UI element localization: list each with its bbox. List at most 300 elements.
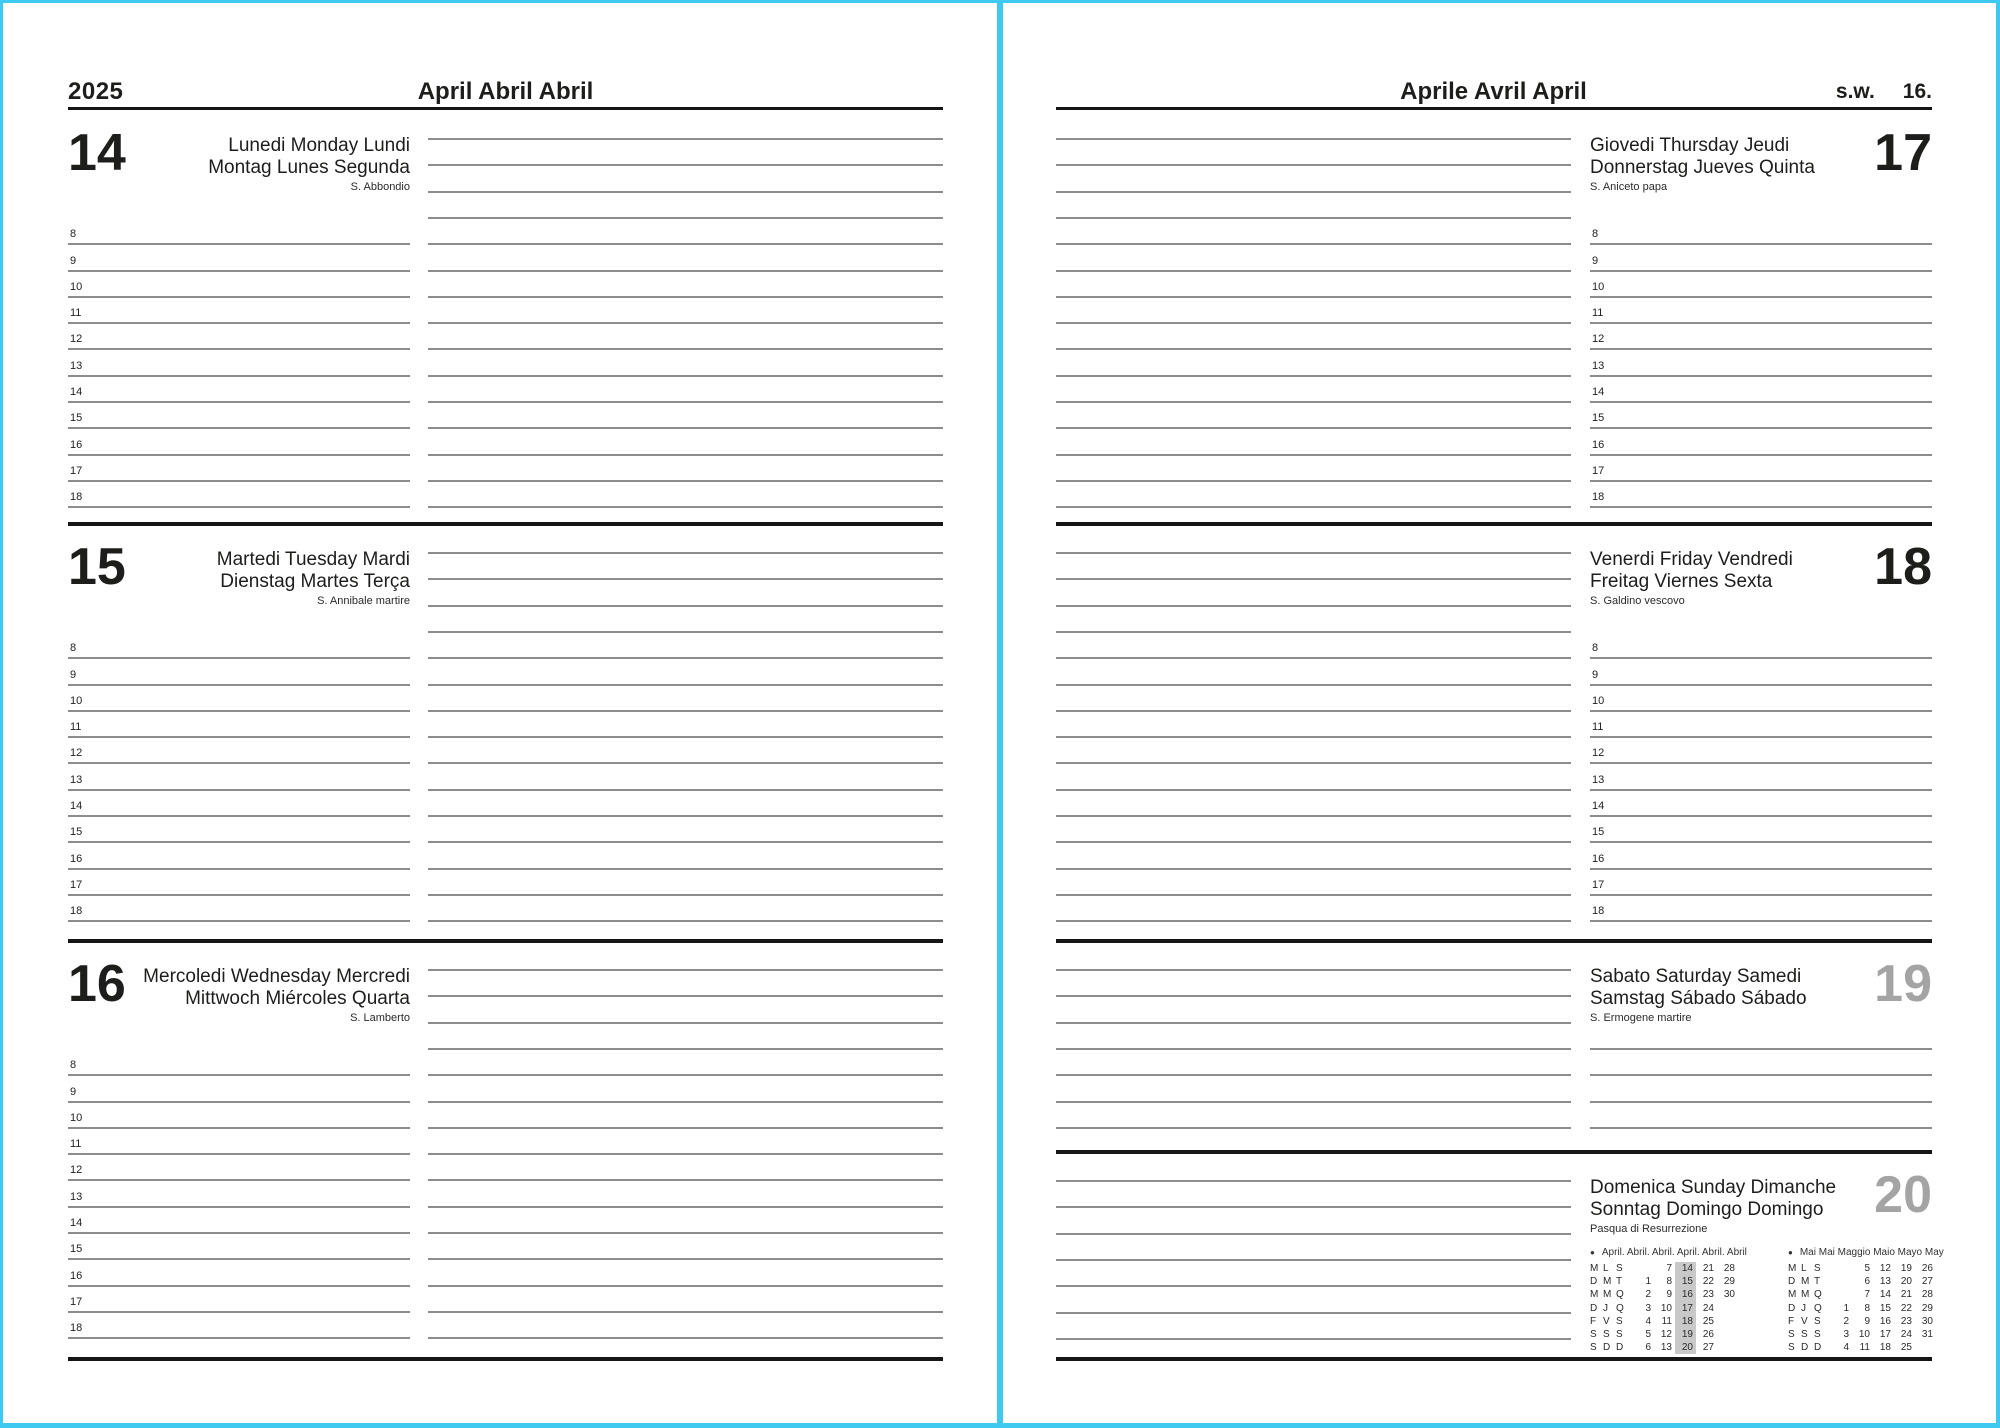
hour-line[interactable]: [68, 1179, 410, 1181]
hour-label: 12: [1592, 747, 1605, 760]
note-line[interactable]: [428, 1179, 943, 1181]
note-line[interactable]: [428, 138, 943, 140]
hour-line[interactable]: [68, 375, 410, 377]
hour-line[interactable]: [1590, 296, 1932, 298]
note-line[interactable]: [1056, 1338, 1571, 1340]
note-line[interactable]: [428, 969, 943, 971]
note-line[interactable]: [428, 191, 943, 193]
hour-line[interactable]: [68, 296, 410, 298]
hour-line[interactable]: [68, 480, 410, 482]
note-line[interactable]: [428, 868, 943, 870]
note-line[interactable]: [1056, 578, 1571, 580]
day-number: 17: [1874, 124, 1932, 182]
note-line[interactable]: [1056, 375, 1571, 377]
day-number: 16: [68, 955, 126, 1013]
hour-label: 9: [1592, 668, 1599, 681]
note-line[interactable]: [1056, 1048, 1571, 1050]
day-note-line[interactable]: [1590, 1127, 1932, 1129]
note-line[interactable]: [1056, 1259, 1571, 1261]
calendar-day-cell: 15: [1675, 1275, 1696, 1288]
hour-label: 16: [1592, 852, 1605, 865]
hour-line[interactable]: [68, 401, 410, 403]
hour-label: 15: [1592, 412, 1605, 425]
hour-line[interactable]: [68, 815, 410, 817]
calendar-day-cell: [1831, 1262, 1852, 1275]
day-names-line2: Montag Lunes Segunda: [208, 157, 410, 178]
saint-day-label: Pasqua di Resurrezione: [1590, 1223, 1708, 1235]
note-line[interactable]: [428, 657, 943, 659]
note-line[interactable]: [428, 1206, 943, 1208]
hour-label: 17: [70, 878, 83, 891]
hour-line[interactable]: [68, 657, 410, 659]
note-line[interactable]: [1056, 815, 1571, 817]
hour-line[interactable]: [1590, 322, 1932, 324]
hour-line[interactable]: [68, 894, 410, 896]
calendar-day-cell: 26: [1921, 1263, 1933, 1274]
hour-label: 12: [70, 333, 83, 346]
hour-label: 8: [70, 642, 77, 655]
calendar-weekday-cell: L: [1801, 1263, 1807, 1274]
hour-line[interactable]: [1590, 789, 1932, 791]
calendar-day-cell: 2: [1843, 1315, 1849, 1327]
note-line[interactable]: [428, 1101, 943, 1103]
note-line[interactable]: [1056, 868, 1571, 870]
calendar-weekday-cell: M: [1801, 1276, 1810, 1288]
note-line[interactable]: [1056, 1233, 1571, 1235]
calendar-day-cell: 18: [1675, 1315, 1696, 1328]
calendar-weekday-cell: J: [1801, 1302, 1806, 1314]
hour-label: 10: [1592, 280, 1605, 293]
calendar-weekday-cell: S: [1788, 1328, 1795, 1340]
saint-day-label: S. Lamberto: [350, 1012, 410, 1024]
hour-label: 15: [1592, 826, 1605, 839]
note-line[interactable]: [1056, 1206, 1571, 1208]
note-line[interactable]: [1056, 1312, 1571, 1314]
calendar-day-cell: 26: [1702, 1328, 1714, 1340]
note-line[interactable]: [428, 710, 943, 712]
day-names-line2: Freitag Viernes Sexta: [1590, 571, 1773, 592]
week-number: 16.: [1902, 80, 1932, 103]
calendar-day-cell: 8: [1864, 1302, 1870, 1314]
calendar-day-cell: 27: [1702, 1342, 1714, 1354]
note-line[interactable]: [1056, 1285, 1571, 1287]
note-line[interactable]: [1056, 296, 1571, 298]
calendar-weekday-cell: S: [1814, 1263, 1821, 1274]
calendar-weekday-cell: M: [1590, 1263, 1599, 1274]
note-line[interactable]: [1056, 454, 1571, 456]
note-line[interactable]: [1056, 736, 1571, 738]
mini-calendar: [1788, 1246, 1944, 1354]
calendar-day-cell: 11: [1661, 1315, 1672, 1327]
hour-line[interactable]: [68, 1258, 410, 1260]
hour-line[interactable]: [68, 1337, 410, 1339]
note-line[interactable]: [1056, 1074, 1571, 1076]
hour-label: 16: [70, 1269, 83, 1282]
hour-label: 9: [70, 254, 77, 267]
hour-label: 13: [70, 1190, 83, 1203]
day-names-line2: Sonntag Domingo Domingo: [1590, 1199, 1824, 1220]
day-names: [1590, 549, 1932, 593]
hour-line[interactable]: [1590, 762, 1932, 764]
calendar-day-cell: 6: [1645, 1342, 1651, 1354]
hour-line[interactable]: [1590, 427, 1932, 429]
note-line[interactable]: [1056, 1180, 1571, 1182]
calendar-day-cell: 24: [1900, 1328, 1912, 1340]
calendar-weekday-cell: S: [1616, 1263, 1623, 1274]
calendar-day-cell: 25: [1900, 1342, 1912, 1354]
hour-label: 16: [1592, 438, 1605, 451]
hour-label: 18: [70, 491, 83, 504]
day-names: [68, 549, 410, 593]
hour-line[interactable]: [68, 684, 410, 686]
calendar-day-cell: 22: [1702, 1276, 1714, 1288]
note-line[interactable]: [1056, 920, 1571, 922]
hour-line[interactable]: [68, 427, 410, 429]
calendar-day-cell: 22: [1900, 1302, 1912, 1314]
saint-day-label: S. Abbondio: [350, 181, 410, 193]
note-line[interactable]: [1056, 1127, 1571, 1129]
mini-calendar-title: [1788, 1246, 1944, 1259]
calendar-day-cell: 21: [1900, 1289, 1912, 1301]
day-names-line1: Martedi Tuesday Mardi: [216, 549, 410, 570]
note-line[interactable]: [1056, 762, 1571, 764]
day-names-line2: Samstag Sábado Sábado: [1590, 988, 1807, 1009]
note-line[interactable]: [1056, 506, 1571, 508]
hour-line[interactable]: [68, 1285, 410, 1287]
note-line[interactable]: [428, 1127, 943, 1129]
hour-line[interactable]: [68, 920, 410, 922]
hour-line[interactable]: [1590, 894, 1932, 896]
hour-line[interactable]: [1590, 348, 1932, 350]
note-line[interactable]: [428, 270, 943, 272]
hour-label: 14: [1592, 800, 1605, 812]
note-line[interactable]: [1056, 995, 1571, 997]
note-line[interactable]: [428, 1258, 943, 1260]
day-names-line1: Domenica Sunday Dimanche: [1590, 1177, 1837, 1198]
calendar-day-cell: 17: [1675, 1302, 1696, 1315]
hour-label: 17: [1592, 878, 1605, 891]
hour-label: 18: [70, 905, 83, 918]
note-line[interactable]: [1056, 657, 1571, 659]
mini-calendar-grid: [1590, 1262, 1738, 1354]
hour-line[interactable]: [68, 710, 410, 712]
hour-line[interactable]: [68, 1074, 410, 1076]
calendar-day-cell: 12: [1660, 1328, 1672, 1340]
hour-label: 17: [1592, 464, 1605, 477]
saint-day-label: S. Aniceto papa: [1590, 181, 1668, 193]
hour-line[interactable]: [1590, 684, 1932, 686]
hour-label: 18: [70, 1322, 83, 1335]
calendar-weekday-cell: M: [1801, 1289, 1810, 1301]
calendar-weekday-cell: M: [1788, 1263, 1797, 1274]
note-line[interactable]: [428, 789, 943, 791]
note-line[interactable]: [428, 348, 943, 350]
note-line[interactable]: [428, 1285, 943, 1287]
calendar-day-cell: 4: [1645, 1315, 1651, 1327]
note-line[interactable]: [1056, 969, 1571, 971]
day-number: 20: [1874, 1166, 1932, 1224]
day-separator-rule: [1056, 1150, 1932, 1154]
note-line[interactable]: [428, 1232, 943, 1234]
note-line[interactable]: [428, 736, 943, 738]
calendar-weekday-cell: M: [1788, 1289, 1797, 1301]
calendar-weekday-cell: F: [1590, 1315, 1597, 1327]
day-separator-rule: [1056, 522, 1932, 526]
note-line[interactable]: [428, 296, 943, 298]
calendar-day-cell: 13: [1660, 1342, 1672, 1354]
bullet-icon: ●: [1788, 1247, 1793, 1257]
hour-label: 14: [70, 386, 83, 398]
calendar-day-cell: 29: [1723, 1276, 1735, 1288]
calendar-day-cell: 9: [1864, 1315, 1870, 1327]
calendar-day-cell: 1: [1645, 1276, 1651, 1288]
note-line[interactable]: [428, 1153, 943, 1155]
note-line[interactable]: [1056, 894, 1571, 896]
note-line[interactable]: [1056, 270, 1571, 272]
day-separator-rule: [68, 939, 943, 943]
hour-label: 15: [70, 826, 83, 839]
hour-label: 16: [70, 852, 83, 865]
calendar-weekday-cell: D: [1814, 1342, 1822, 1354]
calendar-weekday-cell: D: [1788, 1276, 1796, 1288]
calendar-day-cell: 11: [1859, 1342, 1870, 1354]
calendar-day-cell: 19: [1675, 1328, 1696, 1341]
week-label: s.w.: [1835, 80, 1875, 103]
calendar-day-cell: 5: [1864, 1263, 1870, 1274]
note-line[interactable]: [1056, 427, 1571, 429]
hour-label: 15: [70, 412, 83, 425]
note-line[interactable]: [428, 1022, 943, 1024]
note-line[interactable]: [1056, 138, 1571, 140]
page-bottom-rule: [1056, 1357, 1932, 1361]
note-line[interactable]: [428, 995, 943, 997]
hour-line[interactable]: [68, 1101, 410, 1103]
note-line[interactable]: [428, 894, 943, 896]
note-line[interactable]: [428, 375, 943, 377]
calendar-day-cell: 9: [1666, 1289, 1672, 1301]
day-names: [1590, 1177, 1932, 1221]
calendar-day-cell: [1831, 1275, 1852, 1288]
calendar-day-cell: 10: [1660, 1302, 1672, 1314]
note-line[interactable]: [428, 322, 943, 324]
day-note-line[interactable]: [1590, 1048, 1932, 1050]
hour-line[interactable]: [68, 736, 410, 738]
note-line[interactable]: [428, 1337, 943, 1339]
calendar-weekday-cell: S: [1814, 1315, 1821, 1327]
note-line[interactable]: [428, 578, 943, 580]
year-label: 2025: [68, 78, 124, 105]
hour-line[interactable]: [1590, 375, 1932, 377]
hour-line[interactable]: [68, 841, 410, 843]
note-line[interactable]: [1056, 322, 1571, 324]
hour-label: 11: [1592, 307, 1604, 320]
hour-line[interactable]: [1590, 657, 1932, 659]
note-line[interactable]: [1056, 552, 1571, 554]
saint-day-label: S. Annibale martire: [317, 595, 410, 607]
hour-line[interactable]: [68, 1127, 410, 1129]
calendar-weekday-cell: V: [1801, 1315, 1808, 1327]
hour-label: 9: [70, 1085, 77, 1098]
hour-line[interactable]: [1590, 815, 1932, 817]
calendar-weekday-cell: D: [1590, 1276, 1598, 1288]
hour-line[interactable]: [1590, 243, 1932, 245]
calendar-day-cell: 28: [1921, 1289, 1933, 1301]
note-line[interactable]: [428, 243, 943, 245]
hour-line[interactable]: [68, 1311, 410, 1313]
day-names: [68, 966, 410, 1010]
note-line[interactable]: [1056, 348, 1571, 350]
hour-line[interactable]: [68, 789, 410, 791]
hour-line[interactable]: [1590, 270, 1932, 272]
note-line[interactable]: [428, 217, 943, 219]
day-note-line[interactable]: [1590, 1101, 1932, 1103]
calendar-day-cell: 3: [1843, 1328, 1849, 1340]
saint-day-label: S. Ermogene martire: [1590, 1012, 1692, 1024]
hour-line[interactable]: [68, 868, 410, 870]
hour-line[interactable]: [1590, 710, 1932, 712]
note-line[interactable]: [428, 506, 943, 508]
saint-day-label: S. Galdino vescovo: [1590, 595, 1685, 607]
calendar-day-cell: 30: [1723, 1289, 1735, 1301]
calendar-weekday-cell: S: [1801, 1328, 1808, 1340]
note-line[interactable]: [1056, 631, 1571, 633]
hour-line[interactable]: [68, 1153, 410, 1155]
calendar-day-cell: 18: [1879, 1342, 1891, 1354]
calendar-day-cell: 6: [1864, 1276, 1870, 1288]
hour-label: 11: [70, 307, 82, 320]
calendar-day-cell: 20: [1900, 1276, 1912, 1288]
calendar-day-cell: 8: [1666, 1276, 1672, 1288]
note-line[interactable]: [428, 1311, 943, 1313]
note-line[interactable]: [1056, 1101, 1571, 1103]
hour-line[interactable]: [1590, 506, 1932, 508]
note-line[interactable]: [1056, 841, 1571, 843]
note-line[interactable]: [428, 815, 943, 817]
hour-label: 9: [1592, 254, 1599, 267]
calendar-day-cell: 2: [1645, 1289, 1651, 1301]
note-line[interactable]: [1056, 605, 1571, 607]
hour-line[interactable]: [68, 1232, 410, 1234]
hour-line[interactable]: [1590, 920, 1932, 922]
day-names: [1590, 135, 1932, 179]
note-line[interactable]: [1056, 480, 1571, 482]
hour-label: 12: [70, 747, 83, 760]
day-note-line[interactable]: [1590, 1074, 1932, 1076]
hour-line[interactable]: [68, 1206, 410, 1208]
calendar-day-cell: 3: [1645, 1302, 1651, 1314]
calendar-day-cell: 13: [1879, 1276, 1891, 1288]
note-line[interactable]: [1056, 710, 1571, 712]
calendar-day-cell: 1: [1843, 1302, 1849, 1314]
note-line[interactable]: [1056, 243, 1571, 245]
note-line[interactable]: [428, 605, 943, 607]
hour-label: 8: [1592, 642, 1599, 655]
calendar-weekday-cell: Q: [1616, 1302, 1624, 1314]
note-line[interactable]: [428, 920, 943, 922]
note-line[interactable]: [428, 164, 943, 166]
hour-label: 14: [70, 1217, 83, 1229]
calendar-weekday-cell: M: [1590, 1289, 1599, 1301]
hour-line[interactable]: [1590, 480, 1932, 482]
note-line[interactable]: [428, 684, 943, 686]
note-line[interactable]: [428, 427, 943, 429]
note-line[interactable]: [428, 1074, 943, 1076]
calendar-day-cell: 20: [1675, 1341, 1696, 1354]
calendar-weekday-cell: Q: [1616, 1289, 1624, 1301]
calendar-weekday-cell: S: [1814, 1328, 1821, 1340]
hour-line[interactable]: [68, 454, 410, 456]
header-rule-left: [68, 107, 943, 110]
note-line[interactable]: [1056, 684, 1571, 686]
calendar-day-cell: 16: [1675, 1288, 1696, 1301]
note-line[interactable]: [1056, 164, 1571, 166]
calendar-day-cell: 23: [1900, 1315, 1912, 1327]
note-line[interactable]: [428, 552, 943, 554]
hour-label: 13: [70, 773, 83, 786]
hour-line[interactable]: [1590, 401, 1932, 403]
note-line[interactable]: [428, 454, 943, 456]
bullet-icon: ●: [1590, 1247, 1595, 1257]
calendar-weekday-cell: D: [1801, 1342, 1809, 1354]
note-line[interactable]: [428, 762, 943, 764]
note-line[interactable]: [428, 841, 943, 843]
hour-line[interactable]: [1590, 736, 1932, 738]
calendar-day-cell: [1717, 1302, 1738, 1315]
calendar-weekday-cell: S: [1616, 1328, 1623, 1340]
calendar-weekday-cell: D: [1788, 1302, 1796, 1314]
note-line[interactable]: [1056, 401, 1571, 403]
hour-label: 10: [70, 1111, 83, 1124]
note-line[interactable]: [1056, 217, 1571, 219]
day-names-line1: Giovedi Thursday Jeudi: [1590, 135, 1790, 156]
note-line[interactable]: [428, 1048, 943, 1050]
calendar-day-cell: 27: [1921, 1276, 1933, 1288]
calendar-day-cell: [1717, 1315, 1738, 1328]
note-line[interactable]: [428, 401, 943, 403]
hour-line[interactable]: [1590, 868, 1932, 870]
calendar-day-cell: 7: [1864, 1289, 1870, 1301]
note-line[interactable]: [428, 631, 943, 633]
calendar-weekday-cell: M: [1603, 1289, 1612, 1301]
day-names-line1: Sabato Saturday Samedi: [1590, 966, 1802, 987]
page-divider: [997, 0, 1003, 1428]
hour-label: 11: [70, 1138, 82, 1151]
hour-label: 17: [70, 1295, 83, 1308]
calendar-day-cell: 15: [1879, 1302, 1891, 1314]
hour-line[interactable]: [68, 506, 410, 508]
day-names: [1590, 966, 1932, 1010]
hour-line[interactable]: [68, 322, 410, 324]
hour-line[interactable]: [68, 762, 410, 764]
hour-label: 17: [70, 464, 83, 477]
note-line[interactable]: [1056, 789, 1571, 791]
note-line[interactable]: [1056, 191, 1571, 193]
calendar-day-cell: 16: [1879, 1315, 1891, 1327]
day-names-line2: Dienstag Martes Terça: [220, 571, 410, 592]
note-line[interactable]: [1056, 1022, 1571, 1024]
hour-label: 13: [70, 359, 83, 372]
header-rule-right: [1056, 107, 1932, 110]
calendar-day-cell: 21: [1702, 1263, 1714, 1274]
hour-line[interactable]: [68, 270, 410, 272]
hour-line[interactable]: [1590, 454, 1932, 456]
day-names-line1: Venerdi Friday Vendredi: [1590, 549, 1793, 570]
hour-line[interactable]: [68, 348, 410, 350]
hour-line[interactable]: [68, 243, 410, 245]
hour-line[interactable]: [1590, 841, 1932, 843]
note-line[interactable]: [428, 480, 943, 482]
calendar-day-cell: [1717, 1328, 1738, 1341]
